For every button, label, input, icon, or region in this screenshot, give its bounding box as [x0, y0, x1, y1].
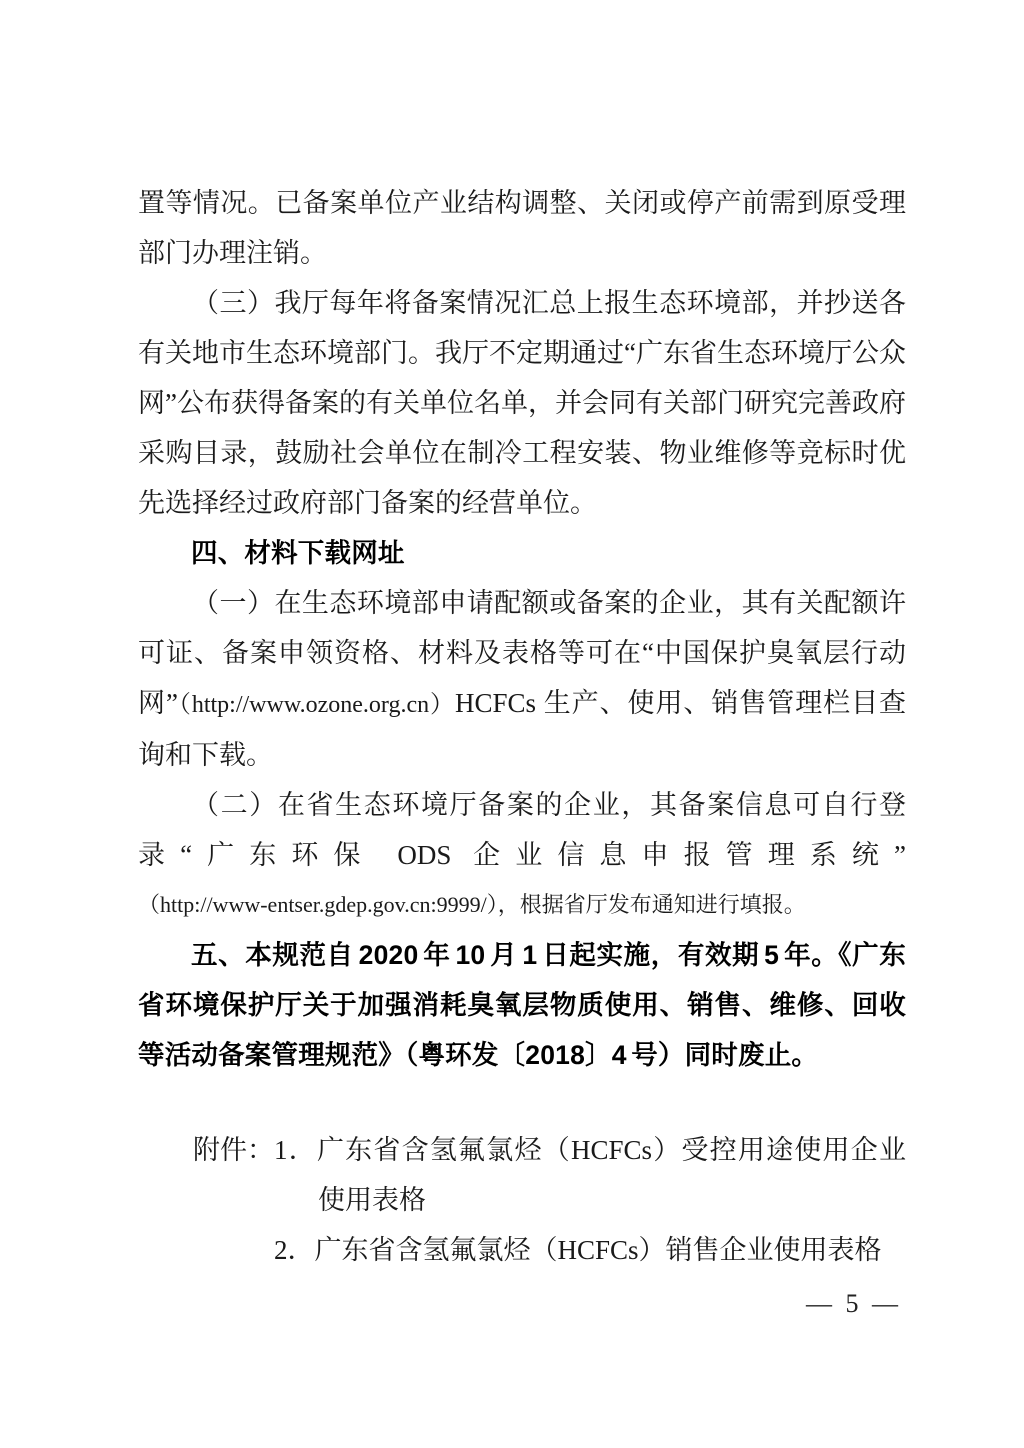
- paragraph-item-two-url-line: [138, 880, 906, 930]
- paragraph-item-one: [138, 578, 906, 780]
- attachments-label: 附件：: [193, 1135, 274, 1165]
- paragraph-text: （一）在生态环境部申请配额或备案的企业，其有关配额许可证、备案申领资格、材料及表格等可在“中国保护臭氧层行动网”: [138, 588, 906, 718]
- section-heading-four: 四、材料下载网址: [191, 538, 405, 568]
- page-number-footer: — 5 —: [806, 1289, 898, 1318]
- document-body: [138, 178, 906, 1329]
- attachment-item: 1．广东省含氢氟氯烃（HCFCs）受控用途使用企业使用表格: [274, 1135, 906, 1215]
- paragraph-item-two-lead: （二）在省生态环境厅备案的企业，其备案信息可自行登录“广东环保 ODS 企业信息申报管理系统”: [138, 790, 906, 870]
- paragraph-section-five: 五、本规范自 2020 年 10 月 1 日起实施，有效期 5 年。《广东省环境保护厅关于加强消耗臭氧层物质使用、销售、维修、回收等活动备案管理规范》（粤环发〔2018〕4 号）同时废止。: [138, 940, 906, 1070]
- attachments-block: [193, 1125, 906, 1275]
- ozone-url-text: （http://www.ozone.org.cn）: [177, 692, 455, 718]
- paragraph-text: 根据省厅发布通知进行填报。: [519, 892, 806, 917]
- paragraph-text: HCFCs 生产、使用、销售管理栏目查询和下载。: [138, 688, 907, 770]
- attachment-item: 2．广东省含氢氟氯烃（HCFCs）销售企业使用表格: [274, 1235, 882, 1265]
- paragraph-item-three: （三）我厅每年将备案情况汇总上报生态环境部，并抄送各有关地市生态环境部门。我厅不定期通过“广东省生态环境厅公众网”公布获得备案的有关单位名单，并会同有关部门研究完善政府采购目录，鼓励社会单位在制冷工程安装、物业维修等竞标时优先选择经过政府部门备案的经营单位。: [138, 288, 906, 518]
- gdep-url-text: （http://www-entser.gdep.gov.cn:9999/），: [138, 892, 520, 917]
- attachments-list: [274, 1125, 906, 1275]
- paragraph-continuation: 置等情况。已备案单位产业结构调整、关闭或停产前需到原受理部门办理注销。: [138, 188, 906, 268]
